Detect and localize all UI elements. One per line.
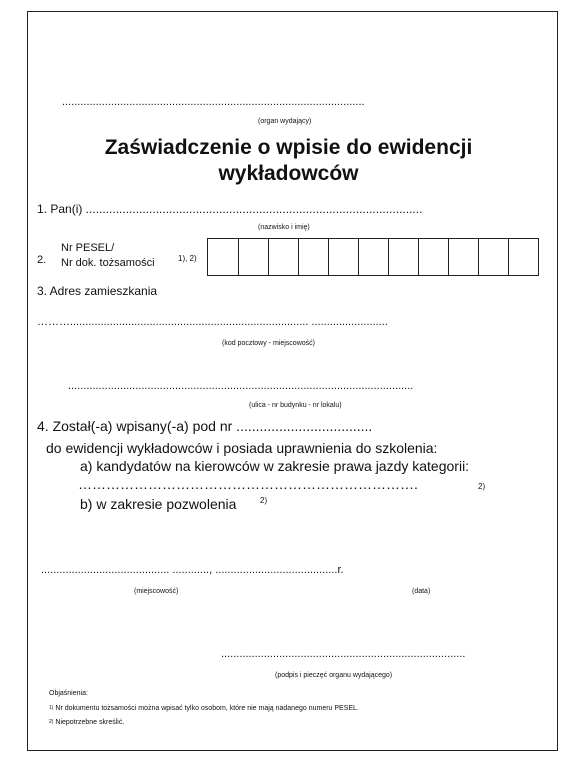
note-2 [49, 719, 124, 726]
field-registry-item-a: a) kandydatów na kierowców w zakresie prawa jazdy kategorii: [80, 458, 470, 474]
document-title-line1: Zaświadczenie o wpisie do ewidencji [104, 136, 473, 159]
field-registry-intro: do ewidencji wykładowców i posiada uprawnienia do szkolenia: [46, 440, 438, 456]
field-address-caption2: (ulica - nr budynku - nr lokalu) [249, 402, 342, 409]
note-2-text: Niepotrzebne skreślić. [55, 719, 125, 726]
field-address-caption1: (kod pocztowy - miejscowość) [222, 340, 315, 347]
field-address-label: 3. Adres zamieszkania [37, 284, 158, 298]
pesel-digit-box[interactable] [508, 239, 538, 275]
place-caption: (miejscowość) [134, 588, 179, 595]
pesel-digit-box[interactable] [328, 239, 358, 275]
field-address-line2: ................................................................................................................. [68, 380, 414, 392]
field-registry-item-b-ref: 2) [260, 496, 268, 505]
document-title-line2: wykładowców [218, 162, 359, 185]
pesel-digit-box[interactable] [358, 239, 388, 275]
note-1-ref: 1) [49, 705, 54, 711]
signature-line: ................................................................................ [221, 648, 466, 660]
field-registry-item-a-ref: 2) [478, 482, 486, 491]
pesel-digit-box[interactable] [268, 239, 298, 275]
field-registry-item-a-dots: ………………………………………………………………. [78, 476, 418, 492]
pesel-digit-box[interactable] [238, 239, 268, 275]
field-pesel-label-line1: Nr PESEL/ [61, 242, 115, 254]
field-registry-label: 4. Został(-a) wpisany(-a) pod nr ................................... [37, 418, 373, 434]
pesel-digit-box[interactable] [298, 239, 328, 275]
field-pesel-label-line2: Nr dok. tożsamości [61, 257, 155, 269]
field-pesel-number: 2. [37, 254, 47, 266]
field-address-line1: ……….............................................................................. ......................... [37, 316, 388, 328]
signature-caption: (podpis i pieczęć organu wydającego) [275, 672, 393, 679]
field-name-label: 1. Pan(i) ..................................................................................................... [37, 202, 423, 216]
field-name-caption: (nazwisko i imię) [258, 224, 310, 231]
note-2-ref: 2) [49, 719, 54, 725]
pesel-digit-box[interactable] [208, 239, 238, 275]
note-1-text: Nr dokumentu tożsamości można wpisać tylko osobom, które nie mają nadanego numeru PESEL. [55, 705, 359, 712]
pesel-digit-box[interactable] [418, 239, 448, 275]
issuer-caption: (organ wydający) [258, 118, 312, 125]
pesel-digit-box[interactable] [478, 239, 508, 275]
issuer-line: ................................................................................................... [62, 96, 365, 108]
notes-heading: Objaśnienia: [49, 690, 88, 697]
pesel-digit-boxes[interactable] [207, 238, 539, 276]
field-registry-item-b: b) w zakresie pozwolenia [80, 496, 237, 512]
note-1 [49, 705, 359, 712]
place-date-line: .......................................... ............, ........................................r. [41, 564, 344, 576]
pesel-digit-box[interactable] [388, 239, 418, 275]
pesel-digit-box[interactable] [448, 239, 478, 275]
field-pesel-footnote-ref: 1), 2) [178, 254, 197, 263]
date-caption: (data) [412, 588, 431, 595]
